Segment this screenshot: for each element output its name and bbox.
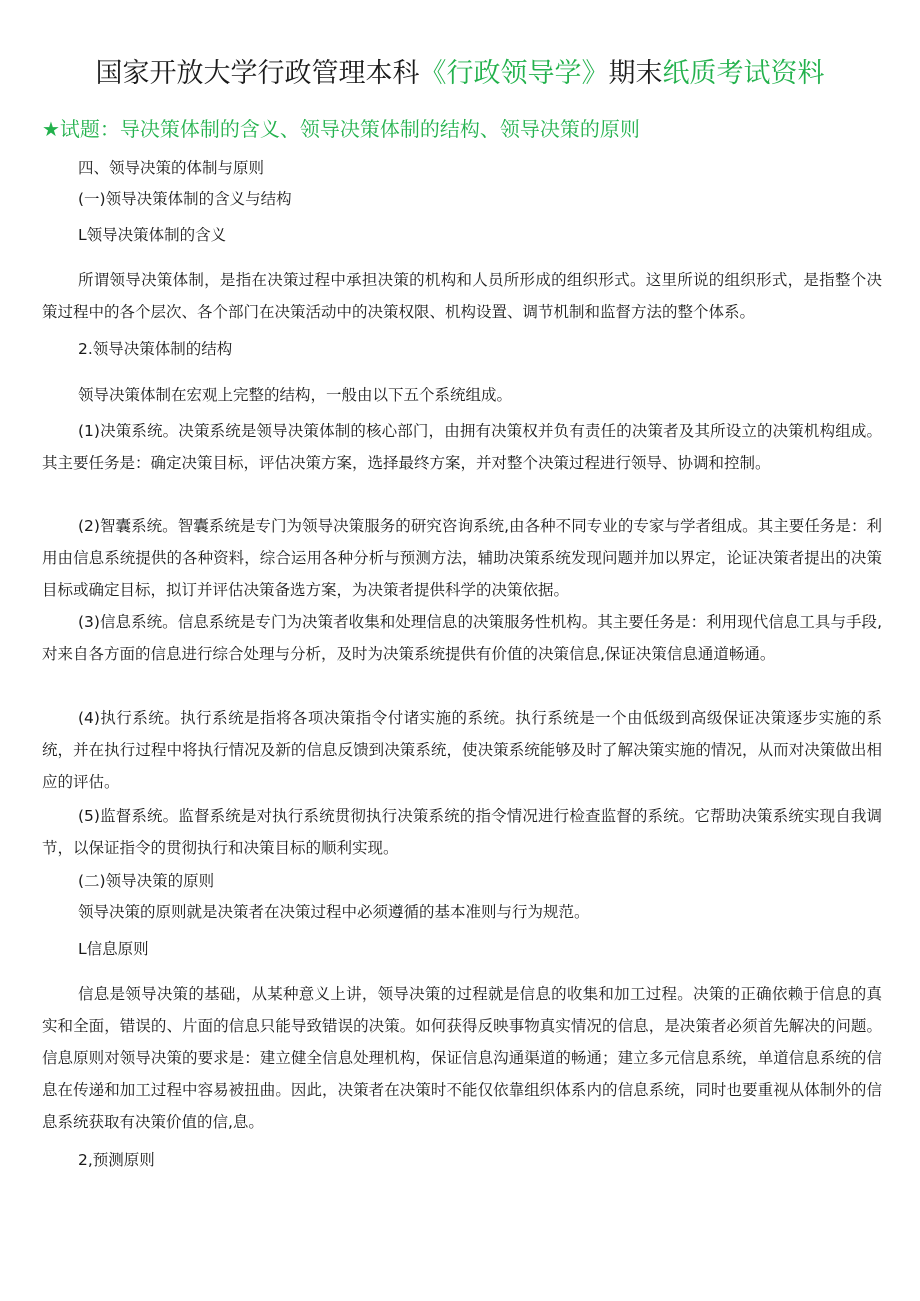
system-1-paragraph: (1)决策系统。决策系统是领导决策体制的核心部门，由拥有决策权并负有责任的决策者及其所设立的决策机构组成。其主要任务是：确定决策目标，评估决策方案，选择最终方案，并对整个决策过程进行领导、协调和控制。 <box>42 422 882 472</box>
title-part-1: 国家开放大学行政管理本科 <box>95 58 420 89</box>
section-heading: 四、领导决策的体制与原则 <box>78 159 265 177</box>
principle-1-heading: L信息原则 <box>78 940 149 958</box>
system-2-paragraph: (2)智囊系统。智囊系统是专门为领导决策服务的研究咨询系统,由各种不同专业的专家与学者组成。其主要任务是：利用由信息系统提供的各种资料，综合运用各种分析与预测方法，辅助决策系统发现问题并加以界定，论证决策者提出的决策目标或确定目标，拟订并评估决策备选方案，为决策者提供科学的决策依据。 <box>42 517 882 599</box>
system-5-paragraph: (5)监督系统。监督系统是对执行系统贯彻执行决策系统的指令情况进行检查监督的系统。它帮助决策系统实现自我调节，以保证指令的贯彻执行和决策目标的顺利实现。 <box>42 807 882 857</box>
subsection-1-heading: (一)领导决策体制的含义与结构 <box>78 190 292 208</box>
principles-definition: 领导决策的原则就是决策者在决策过程中必须遵循的基本准则与行为规范。 <box>78 903 590 921</box>
title-part-4: 纸质考试资料 <box>662 58 825 89</box>
item-1-paragraph: 所谓领导决策体制，是指在决策过程中承担决策的机构和人员所形成的组织形式。这里所说的组织形式，是指整个决策过程中的各个层次、各个部门在决策活动中的决策权限、机构设置、调节机制和监督方法的整个体系。 <box>42 271 882 321</box>
exam-question-subtitle: ★试题：导决策体制的含义、领导决策体制的结构、领导决策的原则 <box>42 117 640 141</box>
subsection-2-heading: (二)领导决策的原则 <box>78 872 215 890</box>
title-part-2: 《行政领导学》 <box>419 58 609 89</box>
system-4-paragraph: (4)执行系统。执行系统是指将各项决策指令付诸实施的系统。执行系统是一个由低级到高级保证决策逐步实施的系统，并在执行过程中将执行情况及新的信息反馈到决策系统，使决策系统能够及时了解决策实施的情况，从而对决策做出相应的评估。 <box>42 709 882 791</box>
document-title <box>0 54 920 94</box>
principle-1-paragraph: 信息是领导决策的基础，从某种意义上讲，领导决策的过程就是信息的收集和加工过程。决策的正确依赖于信息的真实和全面，错误的、片面的信息只能导致错误的决策。如何获得反映事物真实情况的信息，是决策者必须首先解决的问题。信息原则对领导决策的要求是：建立健全信息处理机构，保证信息沟通渠道的畅通；建立多元信息系统，单道信息系统的信息在传递和加工过程中容易被扭曲。因此，决策者在决策时不能仅依靠组织体系内的信息系统，同时也要重视从体制外的信息系统获取有决策价值的信,息。 <box>42 985 882 1131</box>
item-2-intro: 领导决策体制在宏观上完整的结构，一般由以下五个系统组成。 <box>78 386 513 404</box>
principle-2-heading: 2,预测原则 <box>78 1151 155 1169</box>
system-3-paragraph: (3)信息系统。信息系统是专门为决策者收集和处理信息的决策服务性机构。其主要任务是：利用现代信息工具与手段,对来自各方面的信息进行综合处理与分析，及时为决策系统提供有价值的决策信息,保证决策信息通道畅通。 <box>42 613 882 663</box>
title-part-3: 期末 <box>608 58 663 89</box>
item-2-heading: 2.领导决策体制的结构 <box>78 340 233 358</box>
item-1-heading: L领导决策体制的含义 <box>78 226 227 244</box>
